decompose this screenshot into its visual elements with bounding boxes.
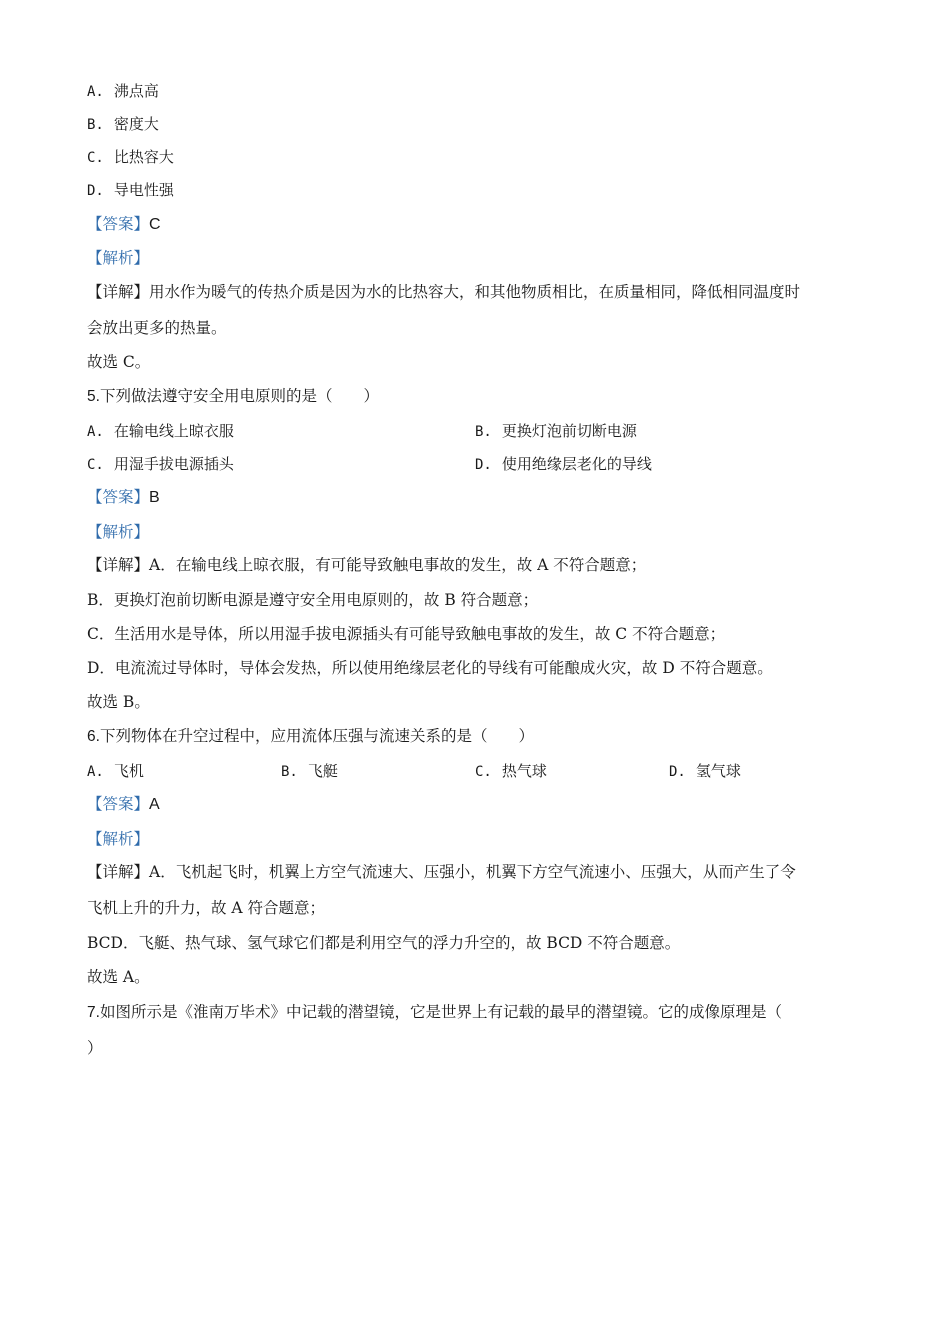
answer-label: 【答案】 xyxy=(87,795,150,813)
analysis-label: 【解析】 xyxy=(87,523,150,541)
q6-option-c: C. 热气球 xyxy=(475,762,547,780)
answer-label: 【答案】 xyxy=(87,488,150,506)
q5-option-c: C. 用湿手拔电源插头 xyxy=(87,455,234,473)
q5-detail-line-1: 【详解】A．在输电线上晾衣服，有可能导致触电事故的发生，故 A 不符合题意； xyxy=(87,556,647,574)
q5-detail-line-4: D．电流流过导体时，导体会发热，所以使用绝缘层老化的导线有可能酿成火灾，故 D 不符合题意。 xyxy=(87,659,773,677)
q4-option-b: B. 密度大 xyxy=(87,115,159,133)
q6-analysis xyxy=(87,829,149,849)
q6-detail-line-3: BCD．飞艇、热气球、氢气球它们都是利用空气的浮力升空的，故 BCD 不符合题意。 xyxy=(87,934,681,952)
q6-stem: 6.下列物体在升空过程中，应用流体压强与流速关系的是（ ） xyxy=(87,727,534,745)
answer-label: 【答案】 xyxy=(87,215,150,233)
q4-detail-line-1: 【详解】用水作为暖气的传热介质是因为水的比热容大，和其他物质相比，在质量相同，降低相同温度时 xyxy=(87,283,801,301)
q6-detail-line-2: 飞机上升的升力，故 A 符合题意； xyxy=(87,899,326,917)
q6-option-a: A. 飞机 xyxy=(87,762,144,780)
q4-option-d: D. 导电性强 xyxy=(87,181,174,199)
q4-conclusion: 故选 C。 xyxy=(87,353,151,371)
detail-label: 【详解】 xyxy=(87,283,150,301)
q6-conclusion: 故选 A。 xyxy=(87,968,150,986)
q5-option-d: D. 使用绝缘层老化的导线 xyxy=(475,455,652,473)
q7-stem: 7.如图所示是《淮南万毕术》中记载的潜望镜，它是世界上有记载的最早的潜望镜。它的成像原理是（ xyxy=(87,1003,782,1021)
q4-analysis xyxy=(87,248,149,268)
q4-option-a: A. 沸点高 xyxy=(87,82,159,100)
q4-option-c: C. 比热容大 xyxy=(87,148,174,166)
q5-answer: 【答案】B xyxy=(87,488,160,506)
q5-detail-line-3: C．生活用水是导体，所以用湿手拔电源插头有可能导致触电事故的发生，故 C 不符合题意； xyxy=(87,625,726,643)
q5-option-b: B. 更换灯泡前切断电源 xyxy=(475,422,637,440)
q6-answer: 【答案】A xyxy=(87,795,160,813)
analysis-label: 【解析】 xyxy=(87,830,150,848)
q7-stem-end: ） xyxy=(87,1039,103,1057)
q6-option-d: D. 氢气球 xyxy=(669,762,741,780)
q5-analysis xyxy=(87,522,149,542)
q5-detail-line-2: B．更换灯泡前切断电源是遵守安全用电原则的，故 B 符合题意； xyxy=(87,591,539,609)
q4-answer: 【答案】C xyxy=(87,215,161,233)
detail-label: 【详解】 xyxy=(87,556,150,574)
detail-label: 【详解】 xyxy=(87,863,150,881)
q4-detail-line-2: 会放出更多的热量。 xyxy=(87,319,227,337)
q5-stem: 5.下列做法遵守安全用电原则的是（ ） xyxy=(87,387,379,405)
q6-option-b: B. 飞艇 xyxy=(281,762,338,780)
q5-conclusion: 故选 B。 xyxy=(87,693,150,711)
q6-detail-line-1: 【详解】A．飞机起飞时，机翼上方空气流速大、压强小，机翼下方空气流速小、压强大，从而产生了令 xyxy=(87,863,796,881)
analysis-label: 【解析】 xyxy=(87,249,150,267)
q5-option-a: A. 在输电线上晾衣服 xyxy=(87,422,234,440)
